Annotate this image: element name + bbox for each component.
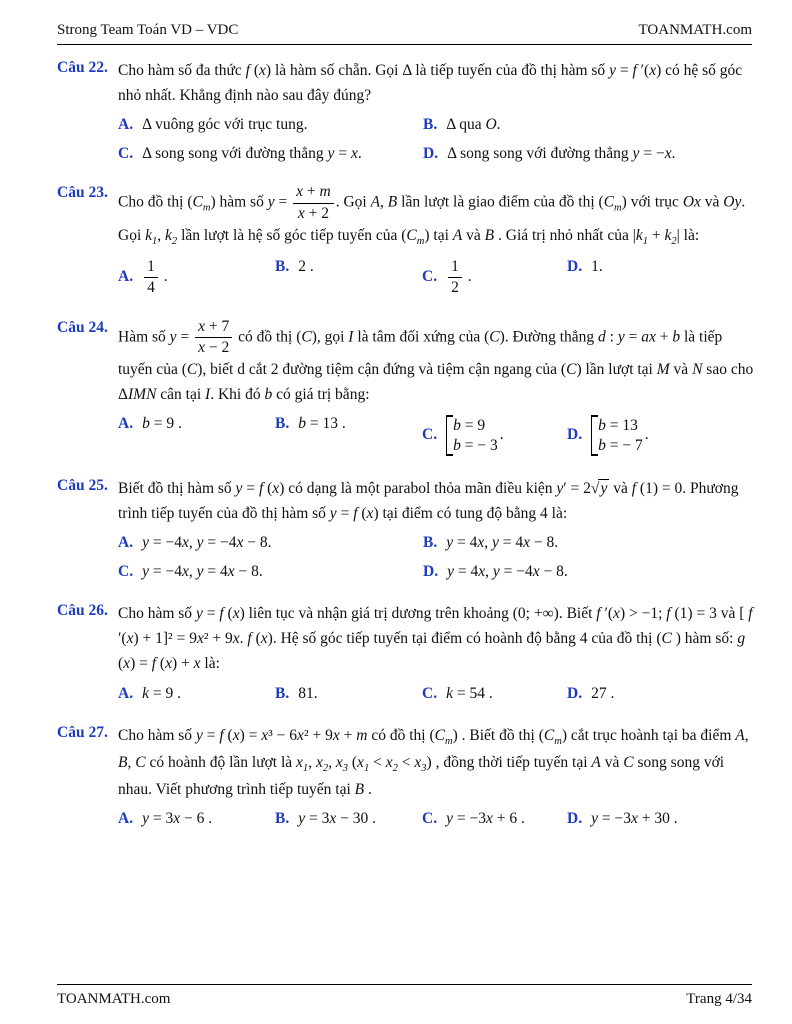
math-expression: k xyxy=(165,226,172,244)
question-body: Hàm số y = $\frac{x + 7}{x - 2}$ có đồ thị (C), gọi I là tâm đối xứng của (C). Đường thẳng d : y = ax + b là tiếp tuyến của (C), biết d cắt 2 đường tiệm cận đứng và tiệm cận ngang của (C) lần lượt tại M và N sao cho ΔIMN cân tại I. Khi đó b có giá trị bằng: xyxy=(118,317,754,404)
math-expression: ) xyxy=(424,226,430,244)
math-subscript: 2 xyxy=(671,235,677,247)
math-expression: (C xyxy=(598,193,615,211)
math-expression: y = −4x, y = −4x − 8. xyxy=(142,534,272,552)
math-expression: d : y = ax + b xyxy=(598,327,681,345)
page-footer xyxy=(57,984,752,1008)
option-text: Δ song song với đường thẳng y = −x. xyxy=(447,145,676,163)
math-expression: [ f ′(x) + 1]² = 9x² + 9x. f (x) xyxy=(118,605,753,648)
math-expression: y = 4x, y = −4x − 8. xyxy=(447,563,568,581)
option-text: y = 3x − 30 . xyxy=(298,810,376,828)
math-expression: (C xyxy=(401,226,417,244)
answer-option xyxy=(118,116,423,134)
footer-left-text: TOANMATH.com xyxy=(57,991,171,1007)
option-text: 1. xyxy=(591,257,603,275)
question xyxy=(57,476,754,581)
answer-option xyxy=(422,685,567,703)
answer-option xyxy=(118,534,423,552)
math-expression: B xyxy=(354,780,365,798)
math-expression: y = −3x + 30 xyxy=(591,810,670,828)
math-expression: (C xyxy=(429,726,445,744)
math-expression: (C ) xyxy=(656,630,681,648)
math-expression: y = f (x) xyxy=(235,480,285,498)
option-text: Δ qua O. xyxy=(446,116,501,134)
math-expression: f (1) = 0 xyxy=(631,480,683,498)
option-label: D. xyxy=(567,257,583,275)
math-subscript: m xyxy=(614,202,622,214)
option-label: C. xyxy=(118,145,134,163)
math-expression: N xyxy=(692,361,703,379)
answer-option xyxy=(567,685,754,703)
option-text: k = 9 . xyxy=(142,684,181,702)
math-expression: + k xyxy=(651,226,672,244)
option-label: D. xyxy=(423,145,439,163)
option-label: B. xyxy=(275,257,290,275)
math-expression: C xyxy=(186,361,198,379)
math-expression: y = −x xyxy=(632,145,672,163)
math-expression: b xyxy=(264,386,273,404)
math-expression: ) xyxy=(426,753,432,771)
question xyxy=(57,318,754,457)
math-expression: B xyxy=(484,226,495,244)
math-expression: C xyxy=(301,327,312,345)
math-expression: C xyxy=(489,327,500,345)
answer-option xyxy=(422,810,567,828)
question-label: Câu 23. xyxy=(57,184,108,202)
answer-option xyxy=(118,145,423,163)
option-text: b = 9 b = − 3 . xyxy=(446,426,504,443)
option-text: $\frac{1}{4}$ . xyxy=(142,268,168,285)
math-fraction: $\frac{1}{2}$ xyxy=(446,258,464,298)
math-subscript: m xyxy=(444,735,453,747)
math-expression: (C xyxy=(187,193,203,211)
option-text: $\frac{1}{2}$ . xyxy=(446,268,472,285)
math-expression: IMN xyxy=(127,386,157,404)
math-subscript: 2 xyxy=(392,762,398,774)
math-subscript: m xyxy=(554,735,562,747)
math-expression: I xyxy=(348,327,354,345)
option-text xyxy=(142,563,263,580)
option-label: B. xyxy=(275,415,290,433)
question-label: Câu 26. xyxy=(57,602,108,620)
footer-right-text: Trang 4/34 xyxy=(686,991,752,1007)
math-expression: < x xyxy=(373,753,393,771)
math-expression: C xyxy=(623,753,634,771)
question-options xyxy=(118,415,754,456)
answer-option xyxy=(567,810,754,828)
math-fraction: $\frac{x + m}{x + 2}$ xyxy=(291,183,336,223)
answer-option xyxy=(118,563,423,581)
option-text: 2 . xyxy=(298,257,314,275)
math-subscript: 2 xyxy=(171,235,178,247)
option-label: D. xyxy=(567,684,583,702)
option-text: 81. xyxy=(298,684,318,702)
option-text: b = 9 . xyxy=(142,415,182,433)
math-expression: y = −3x + 6 xyxy=(446,810,518,828)
option-label: C. xyxy=(422,810,438,828)
question-options xyxy=(118,810,754,828)
math-subscript: 1 xyxy=(363,762,370,774)
math-subscript: 1 xyxy=(302,762,309,774)
answer-option xyxy=(275,415,422,433)
math-expression: Ox xyxy=(682,193,701,211)
option-label: A. xyxy=(118,810,134,828)
math-expression: f ′(x) > −1; f (1) = 3 xyxy=(596,605,717,623)
question-label: Câu 25. xyxy=(57,477,108,495)
answer-option xyxy=(275,810,422,828)
option-label: B. xyxy=(423,116,438,134)
option-label: A. xyxy=(118,684,134,702)
option-text: k = 54 . xyxy=(446,684,493,702)
math-expression: y = 3x − 30 xyxy=(298,810,369,828)
option-text: b = 13 . xyxy=(298,415,346,433)
math-expression: b = 13 xyxy=(298,415,338,433)
math-expression: O xyxy=(485,116,497,134)
option-text: Δ vuông góc với trục tung. xyxy=(142,116,308,134)
answer-option xyxy=(275,685,422,703)
option-text: 27 . xyxy=(591,684,615,702)
math-expression: y = xyxy=(169,327,190,345)
option-label: C. xyxy=(118,563,134,581)
math-square-root: √y xyxy=(590,480,608,498)
question-body: Biết đồ thị hàm số y = f (x) có dạng là một parabol thỏa mãn điều kiện y′ = 2√y và f (1) = 0. Phương trình tiếp tuyến của đồ thị hàm số y = f (x) tại điểm có tung độ bằng 4 là: xyxy=(118,476,754,526)
header-right-text: TOANMATH.com xyxy=(638,22,752,38)
option-label: D. xyxy=(567,426,583,444)
math-expression: y′ = 2 xyxy=(556,480,591,498)
option-label: B. xyxy=(275,684,290,702)
math-subscript: 1 xyxy=(152,235,158,247)
question-options xyxy=(118,534,754,581)
option-label: D. xyxy=(567,810,583,828)
math-subscript: 3 xyxy=(342,762,348,774)
question-options xyxy=(118,685,754,703)
question-body: Cho hàm số y = f (x) liên tục và nhận giá trị dương trên khoảng (0; +∞). Biết f ′(x) > −1; f (1) = 3 và [ f ′(x) + 1]² = 9x² + 9x. f (x). Hệ số góc tiếp tuyến tại điểm có hoành độ bằng 4 của đồ thị (C ) hàm số: g (x) = f (x) + x là: xyxy=(118,605,753,673)
math-expression: f (x) xyxy=(245,62,272,79)
math-expression: y = f ′(x) xyxy=(609,62,662,79)
question-body: Cho hàm số đa thức f (x) là hàm số chẵn. Gọi Δ là tiếp tuyến của đồ thị hàm số y = f ′(x) có hệ số góc nhỏ nhất. Khẳng định nào sau đây đúng? xyxy=(118,62,743,105)
math-expression: A, B, C xyxy=(118,726,749,771)
math-subscript: 3 xyxy=(421,762,427,774)
option-text xyxy=(447,563,568,580)
math-expression: | xyxy=(676,226,680,244)
question-label: Câu 22. xyxy=(57,59,108,76)
math-expression: y = f (x) xyxy=(195,605,245,623)
math-expression: , x xyxy=(328,753,343,771)
math-expression: A xyxy=(370,193,381,211)
question xyxy=(57,58,754,163)
option-label: D. xyxy=(423,563,439,581)
answer-option xyxy=(118,415,275,433)
answer-option xyxy=(118,810,275,828)
math-expression: (C xyxy=(538,726,555,744)
math-expression: ) xyxy=(621,193,627,211)
math-subscript: 2 xyxy=(322,762,329,774)
math-expression: k = 9 xyxy=(142,684,174,702)
answer-option xyxy=(423,145,754,163)
math-expression: y = xyxy=(267,193,288,211)
math-fraction: $\frac{1}{4}$ xyxy=(142,258,160,298)
option-label: A. xyxy=(118,268,134,286)
option-text: y = −3x + 6 . xyxy=(446,810,525,828)
math-expression: y = f (x) xyxy=(329,505,379,523)
question-label: Câu 27. xyxy=(57,723,108,741)
math-expression: y = x xyxy=(327,145,358,163)
math-expression: I xyxy=(205,386,211,404)
math-subscript: 1 xyxy=(642,235,648,247)
math-expression: g (x) = f (x) + x xyxy=(118,630,746,673)
math-expression: ) xyxy=(210,193,216,211)
math-expression: ) xyxy=(452,726,458,744)
math-expression: x xyxy=(296,753,303,771)
math-subscript: m xyxy=(202,202,211,214)
answer-option xyxy=(422,258,567,298)
question-body: Cho hàm số y = f (x) = x³ − 6x² + 9x + m có đồ thị $(C_m)$ . Biết đồ thị $(C_m)$ cắt trục hoành tại ba điểm A, B, C có hoành độ lần lượt là $x_1$, $x_2$, $x_3$ $(x_1 < x_2 < x_3)$ , đồng thời tiếp tuyến tại A và C song song với nhau. Viết phương trình tiếp tuyến tại B . xyxy=(118,726,749,798)
answer-option xyxy=(118,685,275,703)
answer-option xyxy=(422,415,567,456)
option-label: A. xyxy=(118,116,134,134)
option-label: A. xyxy=(118,534,134,552)
math-expression: y = −4x, y = 4x − 8. xyxy=(142,563,263,581)
question-options xyxy=(118,116,754,163)
math-expression: A xyxy=(452,226,463,244)
option-label: B. xyxy=(275,810,290,828)
math-expression: ) xyxy=(561,726,567,744)
math-expression: y = 4x, y = 4x − 8. xyxy=(446,534,559,552)
option-text xyxy=(142,534,271,551)
option-label: C. xyxy=(422,684,438,702)
option-text xyxy=(446,534,558,551)
answer-option xyxy=(275,258,422,276)
answer-option xyxy=(423,563,754,581)
answer-option xyxy=(118,258,275,298)
math-expression: b = 9 xyxy=(142,415,175,433)
option-label: A. xyxy=(118,415,134,433)
question xyxy=(57,723,754,828)
option-label: B. xyxy=(423,534,438,552)
math-expression: |k xyxy=(632,226,643,244)
math-expression: A xyxy=(591,753,601,771)
math-expression: (0; +∞) xyxy=(512,605,559,623)
questions-list xyxy=(57,58,754,848)
math-expression: k = 54 xyxy=(446,684,485,702)
math-expression: C xyxy=(566,361,577,379)
math-cases-bracket: b = 9 b = − 3 xyxy=(446,415,500,456)
math-expression: < x xyxy=(401,753,422,771)
answer-option xyxy=(567,415,754,456)
answer-option xyxy=(567,258,754,276)
question-body: Cho đồ thị $(C_m)$ hàm số y = $\frac{x + m}{x + 2}$ . Gọi A, B lần lượt là giao điểm của đồ thị $(C_m)$ với trục Ox và Oy. Gọi $k_1$, $k_2$ lần lượt là hệ số góc tiếp tuyến của $(C_m)$ tại A và B . Giá trị nhỏ nhất của $|k_1 + k_2|$ là: xyxy=(118,183,746,247)
option-text: y = −3x + 30 . xyxy=(591,810,678,828)
option-text: Δ song song với đường thẳng y = x. xyxy=(142,145,362,163)
math-expression: Oy xyxy=(723,193,742,211)
option-label: C. xyxy=(422,268,438,286)
math-expression: k xyxy=(145,226,153,244)
question xyxy=(57,601,754,702)
question xyxy=(57,183,754,297)
answer-option xyxy=(423,116,754,134)
option-label: C. xyxy=(422,426,438,444)
option-text: y = 3x − 6 . xyxy=(142,810,213,828)
math-expression: , x xyxy=(308,753,323,771)
math-subscript: m xyxy=(416,235,425,247)
math-expression: B xyxy=(387,193,398,211)
math-expression: y = f (x) = x³ − 6x² + 9x + m xyxy=(195,726,368,744)
question-options xyxy=(118,258,754,298)
answer-option xyxy=(423,534,754,552)
math-expression: y = 3x − 6 xyxy=(142,810,205,828)
math-expression: M xyxy=(656,361,670,379)
question-label: Câu 24. xyxy=(57,318,108,336)
math-fraction: $\frac{x + 7}{x - 2}$ xyxy=(193,318,234,358)
math-cases-bracket: b = 13 b = − 7 xyxy=(591,415,645,456)
page-header xyxy=(57,22,752,45)
math-expression: (x xyxy=(351,753,364,771)
option-text: b = 13 b = − 7 . xyxy=(591,426,649,443)
header-left-text: Strong Team Toán VD – VDC xyxy=(57,22,239,38)
